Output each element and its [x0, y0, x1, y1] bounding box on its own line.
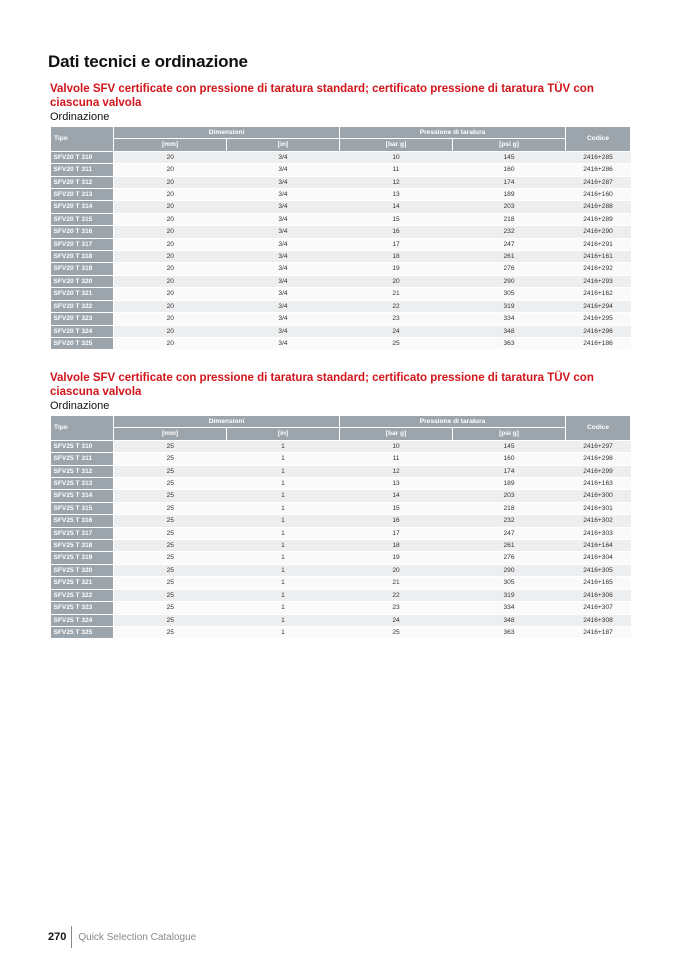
table-row [51, 238, 631, 250]
cell-bar: 16 [340, 515, 453, 527]
column-header-in: [in] [227, 139, 340, 151]
cell-codice: 2416+160 [566, 189, 631, 201]
cell-bar: 14 [340, 201, 453, 213]
cell-mm: 20 [114, 263, 227, 275]
column-header-codice: Codice [566, 127, 631, 152]
cell-bar: 19 [340, 263, 453, 275]
cell-codice: 2416+161 [566, 251, 631, 263]
cell-bar: 24 [340, 325, 453, 337]
cell-psi: 160 [453, 453, 566, 465]
cell-tipo: SFV25 T 319 [51, 552, 114, 564]
cell-in: 3/4 [227, 313, 340, 325]
cell-in: 3/4 [227, 213, 340, 225]
section-heading: Valvole SFV certificate con pressione di taratura standard; certificato pressione di taratura TÜV con ciascuna valvola [50, 372, 594, 398]
cell-mm: 25 [114, 602, 227, 614]
column-header-in: [in] [227, 428, 340, 440]
cell-tipo: SFV25 T 315 [51, 502, 114, 514]
cell-psi: 276 [453, 263, 566, 275]
cell-psi: 247 [453, 527, 566, 539]
cell-codice: 2416+291 [566, 238, 631, 250]
table-row [51, 151, 631, 163]
cell-psi: 334 [453, 602, 566, 614]
page-title: Dati tecnici e ordinazione [48, 52, 248, 71]
section-subheading: Ordinazione [50, 111, 110, 123]
table-row [51, 602, 631, 614]
cell-in: 1 [227, 540, 340, 552]
cell-mm: 20 [114, 251, 227, 263]
cell-bar: 15 [340, 213, 453, 225]
column-header-mm: [mm] [114, 139, 227, 151]
cell-codice: 2416+163 [566, 478, 631, 490]
table-row [51, 564, 631, 576]
cell-in: 1 [227, 527, 340, 539]
cell-codice: 2416+294 [566, 300, 631, 312]
cell-psi: 348 [453, 325, 566, 337]
cell-codice: 2416+162 [566, 288, 631, 300]
cell-psi: 261 [453, 251, 566, 263]
cell-tipo: SFV25 T 316 [51, 515, 114, 527]
cell-in: 1 [227, 465, 340, 477]
page-number: 270 [48, 931, 67, 943]
table-row [51, 453, 631, 465]
cell-tipo: SFV20 T 322 [51, 300, 114, 312]
cell-codice: 2416+296 [566, 325, 631, 337]
cell-in: 3/4 [227, 151, 340, 163]
column-group-pressione: Pressione di taratura [340, 416, 566, 428]
cell-in: 3/4 [227, 201, 340, 213]
cell-mm: 20 [114, 164, 227, 176]
cell-mm: 20 [114, 226, 227, 238]
cell-mm: 25 [114, 465, 227, 477]
cell-mm: 25 [114, 589, 227, 601]
cell-in: 1 [227, 564, 340, 576]
ordering-table [50, 415, 631, 639]
table-row [51, 502, 631, 514]
ordering-table [50, 126, 631, 350]
cell-psi: 145 [453, 151, 566, 163]
cell-in: 1 [227, 577, 340, 589]
cell-bar: 18 [340, 251, 453, 263]
column-header-tipo: Tipo [51, 127, 114, 152]
cell-bar: 23 [340, 602, 453, 614]
cell-bar: 12 [340, 465, 453, 477]
column-header-psi: [psi g] [453, 139, 566, 151]
cell-psi: 305 [453, 288, 566, 300]
cell-mm: 25 [114, 502, 227, 514]
cell-tipo: SFV25 T 313 [51, 478, 114, 490]
cell-psi: 189 [453, 478, 566, 490]
column-header-bar: [bar g] [340, 428, 453, 440]
cell-tipo: SFV25 T 310 [51, 440, 114, 452]
cell-bar: 10 [340, 151, 453, 163]
cell-bar: 18 [340, 540, 453, 552]
cell-codice: 2416+307 [566, 602, 631, 614]
table-row [51, 164, 631, 176]
cell-in: 3/4 [227, 251, 340, 263]
cell-tipo: SFV20 T 317 [51, 238, 114, 250]
cell-in: 3/4 [227, 176, 340, 188]
section-subheading: Ordinazione [50, 400, 110, 412]
cell-codice: 2416+288 [566, 201, 631, 213]
cell-codice: 2416+300 [566, 490, 631, 502]
column-header-tipo: Tipo [51, 416, 114, 441]
cell-psi: 348 [453, 614, 566, 626]
table-row [51, 337, 631, 349]
table-row [51, 540, 631, 552]
cell-mm: 25 [114, 515, 227, 527]
column-group-dimensioni: Dimensioni [114, 416, 340, 428]
cell-psi: 334 [453, 313, 566, 325]
cell-psi: 218 [453, 502, 566, 514]
cell-tipo: SFV25 T 322 [51, 589, 114, 601]
table-row [51, 251, 631, 263]
cell-psi: 305 [453, 577, 566, 589]
cell-tipo: SFV20 T 325 [51, 337, 114, 349]
cell-mm: 20 [114, 238, 227, 250]
cell-tipo: SFV20 T 312 [51, 176, 114, 188]
cell-bar: 15 [340, 502, 453, 514]
table-row [51, 589, 631, 601]
cell-bar: 11 [340, 164, 453, 176]
cell-psi: 232 [453, 515, 566, 527]
cell-mm: 20 [114, 201, 227, 213]
cell-mm: 25 [114, 577, 227, 589]
cell-in: 1 [227, 478, 340, 490]
cell-mm: 20 [114, 325, 227, 337]
cell-mm: 20 [114, 275, 227, 287]
cell-mm: 20 [114, 189, 227, 201]
cell-codice: 2416+308 [566, 614, 631, 626]
column-header-bar: [bar g] [340, 139, 453, 151]
cell-psi: 218 [453, 213, 566, 225]
cell-codice: 2416+297 [566, 440, 631, 452]
cell-codice: 2416+298 [566, 453, 631, 465]
cell-in: 3/4 [227, 263, 340, 275]
cell-in: 1 [227, 502, 340, 514]
cell-in: 1 [227, 589, 340, 601]
page-footer [48, 926, 196, 948]
cell-psi: 319 [453, 300, 566, 312]
table-row [51, 490, 631, 502]
cell-mm: 20 [114, 176, 227, 188]
cell-mm: 25 [114, 478, 227, 490]
cell-tipo: SFV20 T 311 [51, 164, 114, 176]
cell-mm: 20 [114, 313, 227, 325]
column-header-mm: [mm] [114, 428, 227, 440]
cell-codice: 2416+301 [566, 502, 631, 514]
cell-tipo: SFV25 T 323 [51, 602, 114, 614]
cell-mm: 20 [114, 337, 227, 349]
cell-mm: 25 [114, 552, 227, 564]
table-row [51, 189, 631, 201]
table-row [51, 614, 631, 626]
cell-psi: 145 [453, 440, 566, 452]
cell-bar: 17 [340, 527, 453, 539]
cell-in: 3/4 [227, 275, 340, 287]
table-row [51, 626, 631, 638]
cell-tipo: SFV20 T 316 [51, 226, 114, 238]
cell-in: 3/4 [227, 337, 340, 349]
cell-bar: 12 [340, 176, 453, 188]
cell-in: 1 [227, 490, 340, 502]
cell-bar: 20 [340, 275, 453, 287]
cell-in: 3/4 [227, 325, 340, 337]
table-row [51, 577, 631, 589]
cell-psi: 363 [453, 626, 566, 638]
cell-in: 3/4 [227, 288, 340, 300]
cell-codice: 2416+306 [566, 589, 631, 601]
cell-tipo: SFV20 T 320 [51, 275, 114, 287]
cell-mm: 20 [114, 213, 227, 225]
cell-tipo: SFV20 T 321 [51, 288, 114, 300]
cell-psi: 261 [453, 540, 566, 552]
cell-in: 1 [227, 515, 340, 527]
table-row [51, 313, 631, 325]
cell-mm: 20 [114, 288, 227, 300]
cell-tipo: SFV20 T 324 [51, 325, 114, 337]
cell-tipo: SFV25 T 314 [51, 490, 114, 502]
cell-codice: 2416+303 [566, 527, 631, 539]
cell-bar: 25 [340, 626, 453, 638]
cell-codice: 2416+290 [566, 226, 631, 238]
cell-tipo: SFV20 T 323 [51, 313, 114, 325]
cell-mm: 25 [114, 564, 227, 576]
column-group-pressione: Pressione di taratura [340, 127, 566, 139]
cell-psi: 232 [453, 226, 566, 238]
cell-mm: 25 [114, 490, 227, 502]
column-header-codice: Codice [566, 416, 631, 441]
catalogue-name: Quick Selection Catalogue [78, 931, 197, 943]
table-row [51, 478, 631, 490]
cell-mm: 25 [114, 614, 227, 626]
cell-mm: 25 [114, 440, 227, 452]
table-row [51, 275, 631, 287]
cell-bar: 25 [340, 337, 453, 349]
cell-codice: 2416+164 [566, 540, 631, 552]
cell-tipo: SFV25 T 324 [51, 614, 114, 626]
cell-bar: 23 [340, 313, 453, 325]
cell-mm: 25 [114, 626, 227, 638]
cell-psi: 174 [453, 176, 566, 188]
cell-in: 3/4 [227, 226, 340, 238]
column-header-psi: [psi g] [453, 428, 566, 440]
table-row [51, 176, 631, 188]
table-row [51, 300, 631, 312]
cell-tipo: SFV25 T 320 [51, 564, 114, 576]
cell-bar: 13 [340, 478, 453, 490]
table-row [51, 515, 631, 527]
table-row [51, 201, 631, 213]
cell-codice: 2416+295 [566, 313, 631, 325]
section-heading: Valvole SFV certificate con pressione di taratura standard; certificato pressione di taratura TÜV con ciascuna valvola [50, 83, 594, 109]
ordering-section-sfv25 [50, 371, 630, 639]
cell-bar: 13 [340, 189, 453, 201]
cell-bar: 10 [340, 440, 453, 452]
table-row [51, 527, 631, 539]
footer-divider [71, 926, 72, 948]
cell-psi: 174 [453, 465, 566, 477]
cell-in: 1 [227, 453, 340, 465]
cell-in: 1 [227, 626, 340, 638]
cell-tipo: SFV25 T 318 [51, 540, 114, 552]
table-row [51, 465, 631, 477]
cell-bar: 17 [340, 238, 453, 250]
cell-tipo: SFV25 T 321 [51, 577, 114, 589]
cell-bar: 22 [340, 300, 453, 312]
cell-in: 3/4 [227, 238, 340, 250]
cell-psi: 276 [453, 552, 566, 564]
cell-tipo: SFV20 T 315 [51, 213, 114, 225]
cell-codice: 2416+289 [566, 213, 631, 225]
ordering-section-sfv20 [50, 82, 630, 350]
cell-codice: 2416+292 [566, 263, 631, 275]
cell-codice: 2416+165 [566, 577, 631, 589]
cell-in: 1 [227, 602, 340, 614]
cell-tipo: SFV25 T 325 [51, 626, 114, 638]
cell-bar: 16 [340, 226, 453, 238]
cell-bar: 20 [340, 564, 453, 576]
cell-psi: 203 [453, 490, 566, 502]
cell-in: 1 [227, 614, 340, 626]
cell-in: 1 [227, 440, 340, 452]
cell-bar: 19 [340, 552, 453, 564]
cell-tipo: SFV25 T 312 [51, 465, 114, 477]
cell-codice: 2416+293 [566, 275, 631, 287]
table-row [51, 325, 631, 337]
cell-psi: 189 [453, 189, 566, 201]
cell-codice: 2416+285 [566, 151, 631, 163]
cell-psi: 203 [453, 201, 566, 213]
cell-tipo: SFV25 T 311 [51, 453, 114, 465]
cell-codice: 2416+187 [566, 626, 631, 638]
cell-tipo: SFV20 T 310 [51, 151, 114, 163]
cell-codice: 2416+305 [566, 564, 631, 576]
cell-codice: 2416+299 [566, 465, 631, 477]
cell-in: 1 [227, 552, 340, 564]
table-row [51, 440, 631, 452]
cell-codice: 2416+286 [566, 164, 631, 176]
cell-psi: 363 [453, 337, 566, 349]
cell-psi: 247 [453, 238, 566, 250]
cell-psi: 160 [453, 164, 566, 176]
cell-mm: 20 [114, 300, 227, 312]
cell-codice: 2416+287 [566, 176, 631, 188]
cell-tipo: SFV25 T 317 [51, 527, 114, 539]
cell-codice: 2416+304 [566, 552, 631, 564]
cell-tipo: SFV20 T 313 [51, 189, 114, 201]
cell-tipo: SFV20 T 319 [51, 263, 114, 275]
cell-psi: 290 [453, 275, 566, 287]
cell-bar: 14 [340, 490, 453, 502]
table-row [51, 226, 631, 238]
column-group-dimensioni: Dimensioni [114, 127, 340, 139]
cell-in: 3/4 [227, 164, 340, 176]
cell-mm: 25 [114, 540, 227, 552]
cell-in: 3/4 [227, 189, 340, 201]
table-row [51, 263, 631, 275]
cell-bar: 21 [340, 288, 453, 300]
cell-in: 3/4 [227, 300, 340, 312]
cell-psi: 290 [453, 564, 566, 576]
table-row [51, 213, 631, 225]
cell-codice: 2416+302 [566, 515, 631, 527]
table-row [51, 552, 631, 564]
cell-bar: 24 [340, 614, 453, 626]
cell-mm: 20 [114, 151, 227, 163]
cell-bar: 22 [340, 589, 453, 601]
cell-mm: 25 [114, 527, 227, 539]
cell-codice: 2416+186 [566, 337, 631, 349]
cell-mm: 25 [114, 453, 227, 465]
cell-tipo: SFV20 T 314 [51, 201, 114, 213]
table-row [51, 288, 631, 300]
cell-bar: 11 [340, 453, 453, 465]
cell-tipo: SFV20 T 318 [51, 251, 114, 263]
cell-bar: 21 [340, 577, 453, 589]
cell-psi: 319 [453, 589, 566, 601]
